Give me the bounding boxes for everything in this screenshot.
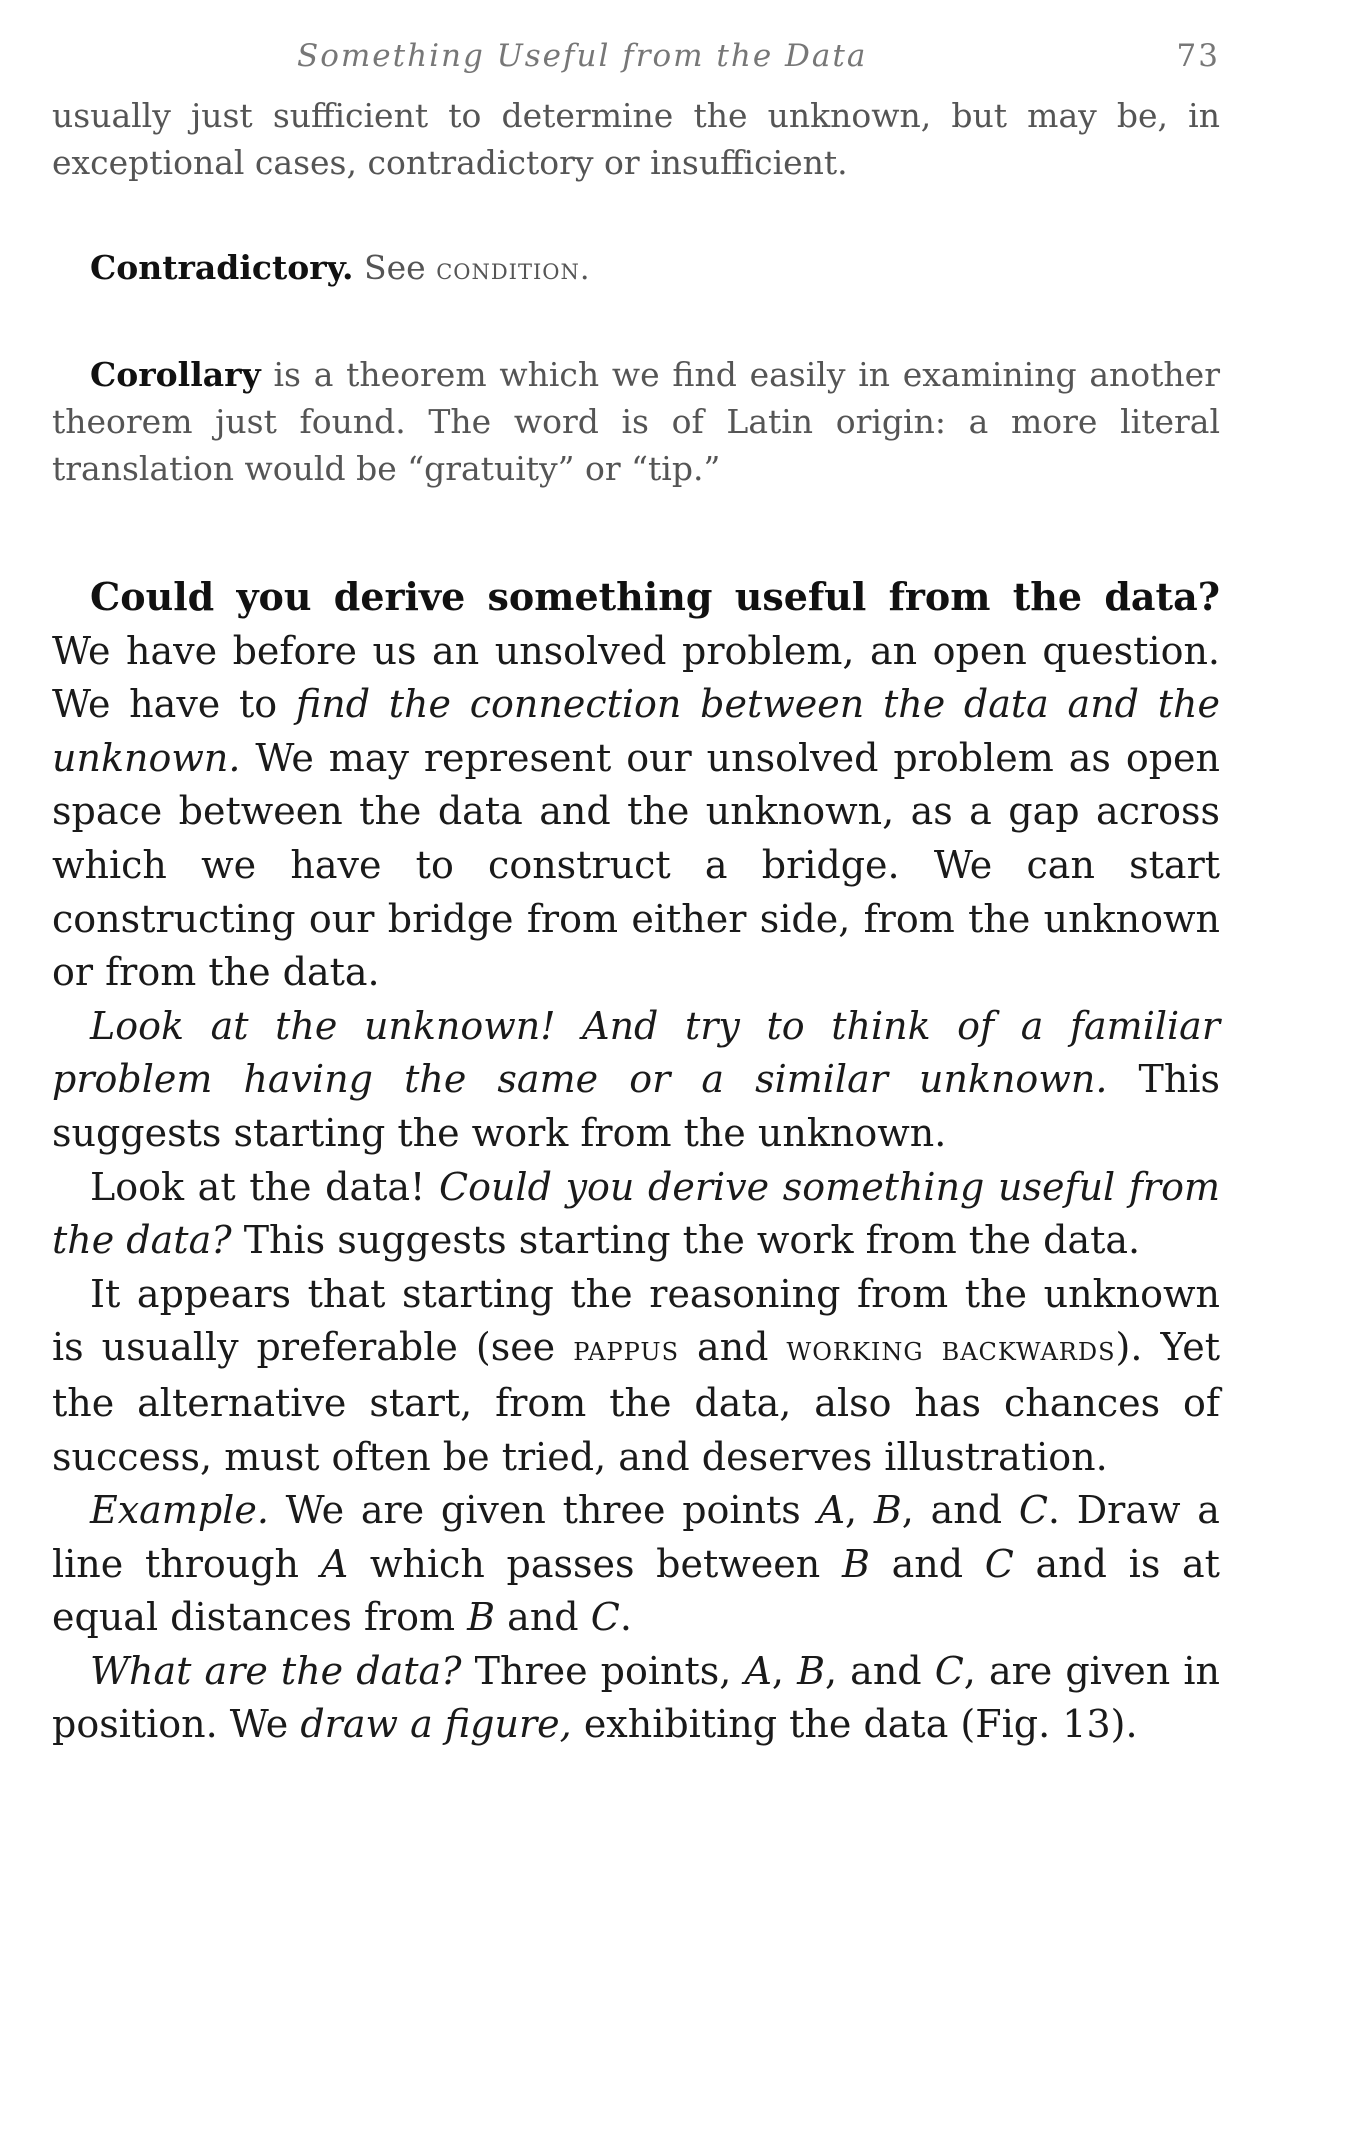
page-number: 73 [1176, 38, 1220, 74]
p4-text-a: It appears that starting the reasoning from the unknown is usually preferable (see [52, 1271, 1220, 1370]
book-page [52, 30, 1220, 1752]
point-b: B [841, 1541, 870, 1586]
main-paragraph-3 [52, 1161, 1220, 1268]
entry-head-derive: Could you derive something useful from the data? [90, 574, 1220, 619]
p5-text-c: which passes between [369, 1541, 821, 1586]
p4-text-b: ). Yet the alternative start, from the data, also has chances of success, must often be tried, and deserves illustration. [52, 1325, 1220, 1479]
p5-text-d: and [891, 1541, 964, 1586]
cross-ref-working-backwards: working backwards [786, 1329, 1116, 1370]
main-entry [52, 570, 1220, 1752]
cross-ref-pappus: pappus [573, 1329, 680, 1370]
point-b: B [797, 1648, 826, 1693]
p6-text-c: exhibiting the data (Fig. 13). [583, 1702, 1138, 1747]
main-paragraph-6: What are the data? Three points, A, B, and C, are given in position. We draw a figure, exhibiting the data (Fig. 13). [52, 1648, 1220, 1747]
continuation-entry [52, 92, 1220, 186]
point-a: A [744, 1648, 772, 1693]
point-a: A [320, 1541, 349, 1586]
entry-head-contradictory: Contradictory. [90, 248, 354, 287]
p5-text-d: and [507, 1595, 579, 1640]
p1-emphasis: find the connection between the data and the unknown. [52, 682, 1220, 780]
point-c: C [1018, 1488, 1048, 1533]
point-c: C [984, 1541, 1014, 1586]
point-c: C [590, 1595, 620, 1640]
p4-and: and [697, 1325, 769, 1370]
cross-ref-condition: condition. [436, 252, 591, 287]
p3-text-b: This suggests starting the work from the data. [243, 1218, 1141, 1263]
see-label: See [364, 248, 426, 287]
p3-emphasis: Could you derive something useful from the data? [52, 1164, 1220, 1263]
p6-text-a: Three points, [474, 1648, 732, 1693]
p2-text: This suggests starting the work from the unknown. [52, 1057, 1220, 1155]
p6-emphasis-2: draw a figure, [300, 1702, 572, 1747]
example-label: Example. [90, 1488, 269, 1533]
p3-text-a: Look at the data! [90, 1164, 426, 1209]
p5-text-e: and is at equal distances from [52, 1541, 1220, 1640]
entry-head-corollary: Corollary [90, 355, 261, 394]
p5-text-b: Draw a line through [52, 1488, 1220, 1586]
corollary-entry [52, 351, 1220, 492]
p2-emphasis: Look at the unknown! And try to think of a familiar problem having the same or a similar unknown. [52, 1003, 1220, 1102]
main-paragraph-4 [52, 1268, 1220, 1484]
continuation-text: usually just sufficient to determine the unknown, but may be, in exceptional cases, contradictory or insufficient. [52, 96, 1220, 182]
p6-text-b: are given in position. We [52, 1648, 1220, 1747]
running-head [52, 30, 1220, 92]
p1-text-b: We may represent our unsolved problem as open space between the data and the unknown, as a gap across which we have to construct a bridge. We can start constructing our bridge from either side, from the unknown or from the data. [52, 735, 1220, 995]
point-b: B [873, 1488, 902, 1533]
running-head-title: Something Useful from the Data [297, 38, 868, 74]
point-a: A [817, 1488, 846, 1533]
p6-emphasis-1: What are the data? [90, 1648, 462, 1693]
main-paragraph-2 [52, 1000, 1220, 1161]
point-b: B [467, 1595, 496, 1640]
main-paragraph-5: Example. We are given three points A, B, and C. Draw a line through A which passes between B and C and is at equal distances from B and C. [52, 1488, 1220, 1640]
p1-text-a: We have before us an unsolved problem, an open question. We have to [52, 628, 1220, 727]
p5-text-a: We are given three points [285, 1488, 801, 1533]
main-paragraph-1 [52, 570, 1220, 1000]
contradictory-entry [52, 244, 1220, 293]
corollary-text: is a theorem which we find easily in examining another theorem just found. The word is of Latin origin: a more literal translation would be “gratuity” or “tip.” [52, 355, 1220, 488]
point-c: C [934, 1648, 964, 1693]
